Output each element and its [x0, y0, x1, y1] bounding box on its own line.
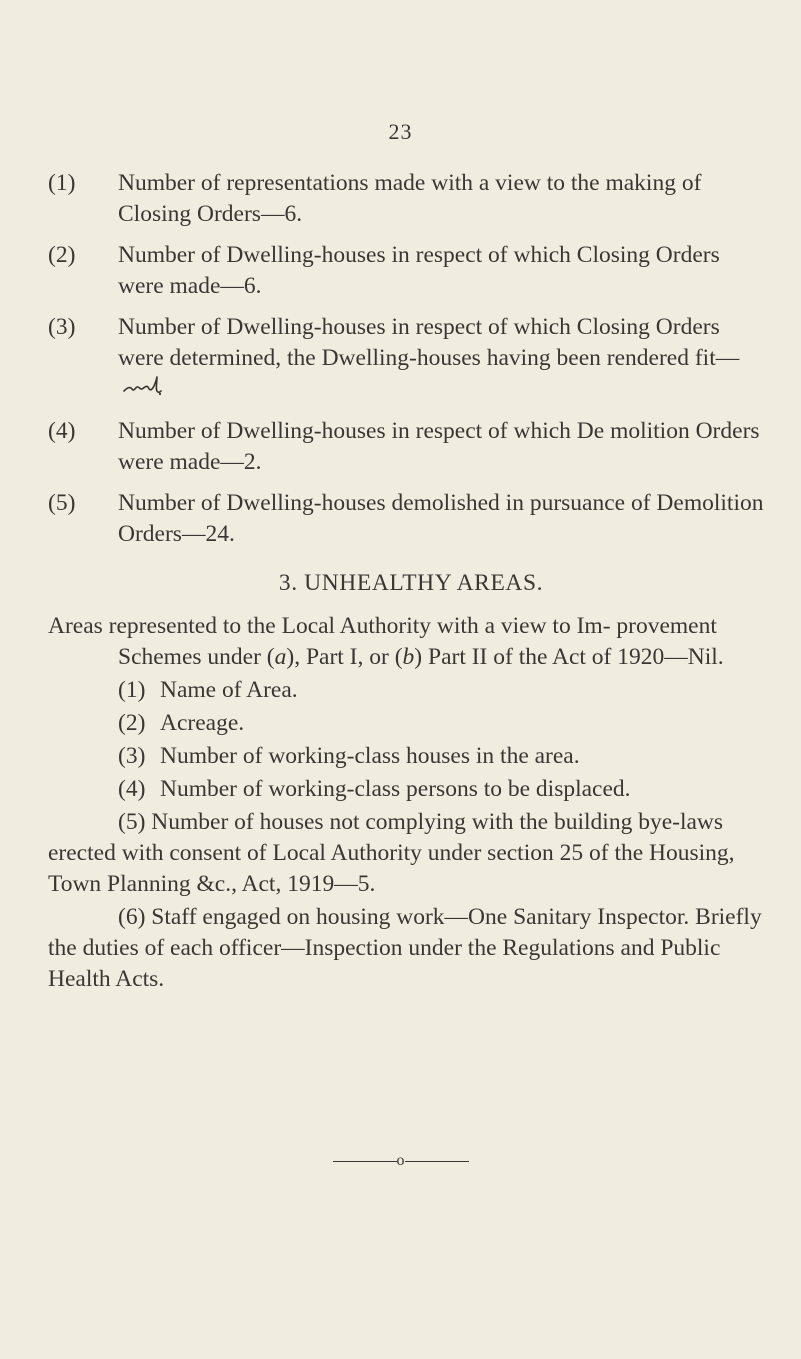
subitem-text: Name of Area.: [160, 677, 298, 704]
areas-intro-text-a: Areas represented to the Local Authority with a view to Im- provement Schemes under (: [48, 613, 717, 671]
areas-intro-letter-a: a: [274, 644, 287, 671]
subitem-number: (1): [118, 677, 146, 704]
item-text: Number of Dwelling-houses in respect of which Closing Orders were determined, the Dwelling-houses having been rendered fit—: [118, 314, 740, 371]
item-text: Number of representations made with a view to the making of Closing Orders—6.: [118, 170, 702, 227]
housing-item-2: [48, 240, 768, 302]
item-number: (1): [48, 170, 76, 196]
area-subitem-2: [118, 708, 768, 739]
item-text: Number of Dwelling-houses in respect of which De molition Orders were made—2.: [118, 418, 760, 476]
item-number: (4): [48, 418, 76, 445]
housing-item-1: [48, 168, 768, 230]
section-heading: 3. UNHEALTHY AREAS.: [278, 570, 544, 597]
handwritten-nil-mark: [122, 375, 162, 397]
subitem-text: Number of working-class houses in the area.: [160, 743, 580, 770]
item-number: (3): [48, 314, 76, 340]
ornament-center: o: [396, 1152, 405, 1169]
housing-item-5: [48, 488, 768, 550]
end-ornament: [0, 1152, 801, 1170]
areas-intro-text-b: ), Part I, or (: [286, 644, 403, 671]
subitem-text: Number of working-class persons to be displaced.: [160, 776, 631, 803]
housing-item-4: [48, 416, 768, 478]
area-subitem-3: [118, 741, 768, 772]
subitem-number: (3): [118, 743, 146, 770]
housing-item-3: [48, 312, 768, 406]
item-number: (5): [48, 490, 76, 517]
areas-intro-letter-b: b: [402, 644, 415, 671]
subitem-number: (4): [118, 776, 146, 803]
area-subitem-list: [48, 675, 768, 805]
subitem-number: (2): [118, 710, 146, 737]
page-number: 23: [388, 119, 413, 144]
areas-intro-paragraph: [48, 611, 768, 673]
item-text: Number of Dwelling-houses in respect of which Closing Orders were made—6.: [118, 242, 720, 299]
handwritten-annotation: [122, 375, 162, 406]
item-number: (2): [48, 242, 76, 268]
ornament-rule-left: [333, 1161, 397, 1162]
ornament-rule-right: [405, 1161, 469, 1162]
subitem-text: Acreage.: [160, 710, 245, 737]
building-bye-laws-paragraph: (5) Number of houses not complying with the building bye-laws erected with consent of Local Authority under section 25 of the Housing, Town Planning &c., Act, 1919—5.: [48, 809, 735, 898]
area-subitem-1: [118, 675, 768, 706]
area-subitem-4: [118, 774, 768, 805]
body-text: [48, 168, 768, 997]
areas-intro-text-c: ) Part II of the Act of 1920—Nil.: [414, 644, 724, 671]
staff-paragraph: (6) Staff engaged on housing work—One Sanitary Inspector. Briefly the duties of each officer—Inspection under the Regulations and Public Health Acts.: [48, 904, 762, 993]
item-text: Number of Dwelling-houses demolished in pursuance of Demolition Orders—24.: [118, 490, 764, 548]
